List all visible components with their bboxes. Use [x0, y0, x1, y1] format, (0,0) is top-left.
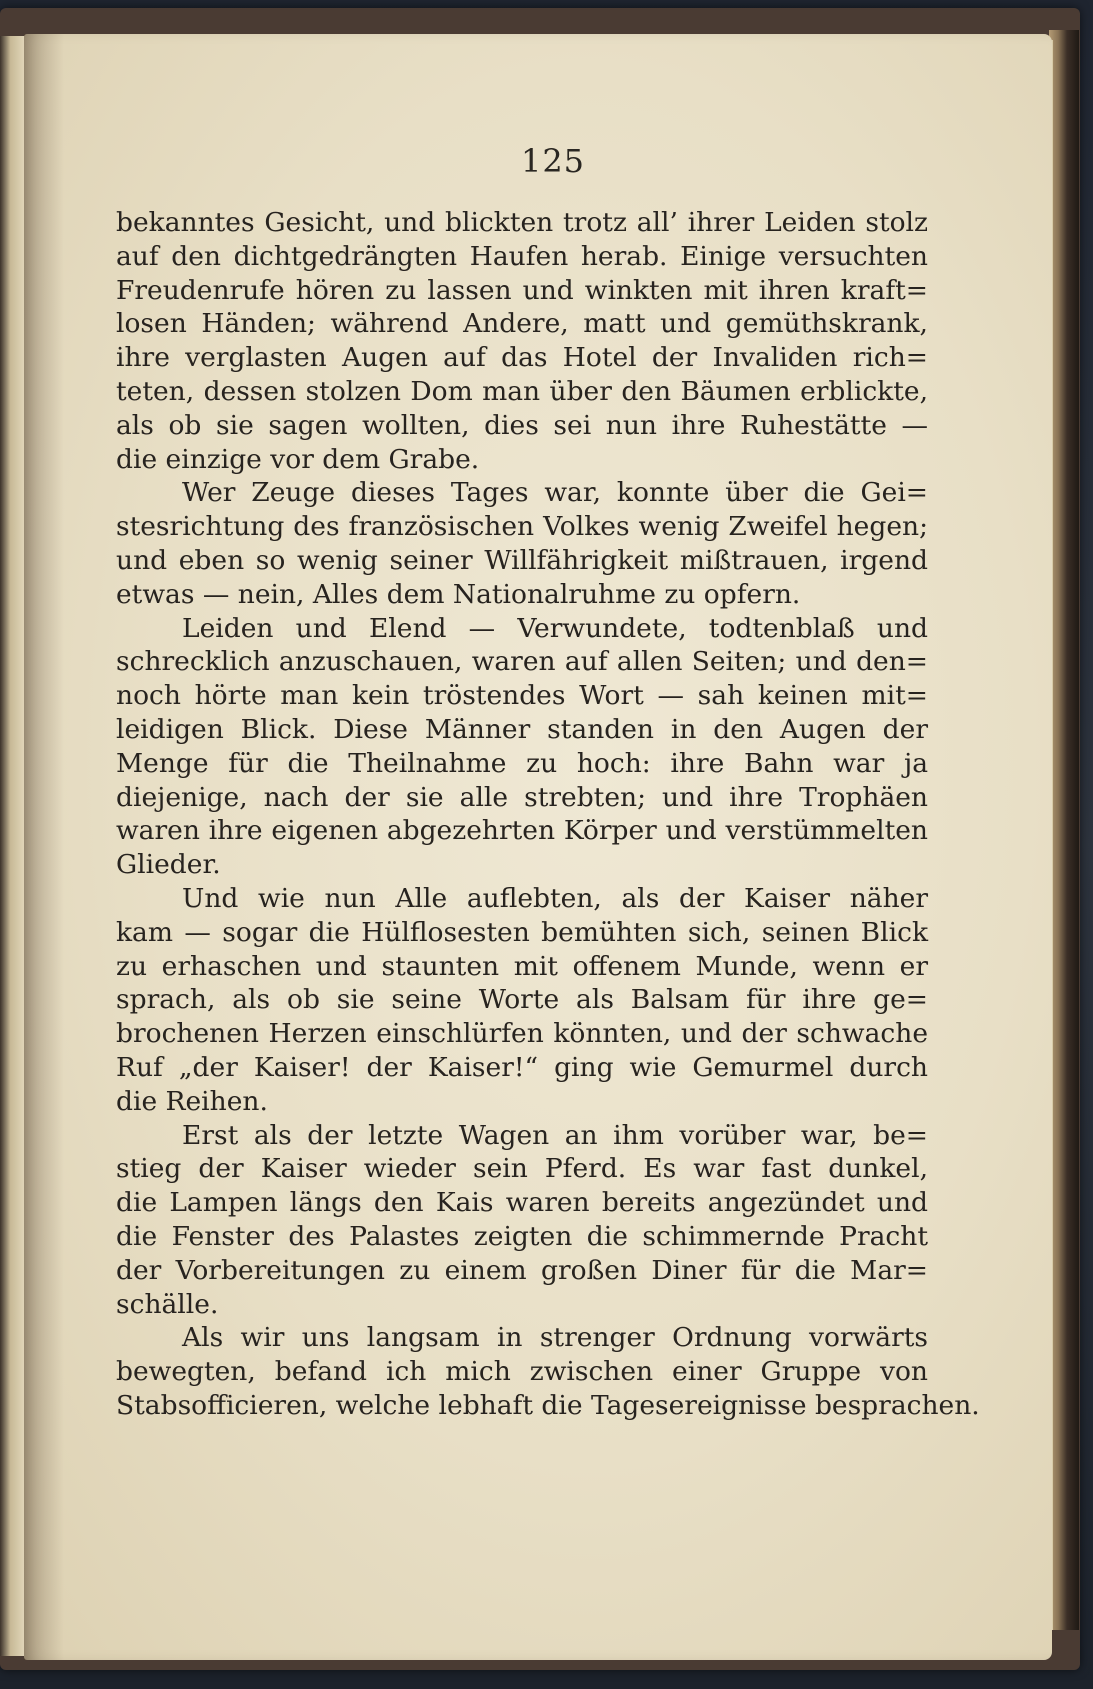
text-line: als ob sie sagen wollten, dies sei nun ihre Ruhestätte — — [116, 409, 928, 441]
text-line: Erst als der letzte Wagen an ihm vorüber war, be= — [182, 1119, 928, 1151]
text-line: waren ihre eigenen abgezehrten Körper und verstümmelten — [116, 815, 928, 847]
text-line: Als wir uns langsam in strenger Ordnung vorwärts — [182, 1322, 928, 1354]
book-page — [24, 34, 1052, 1660]
text-line: leidigen Blick. Diese Männer standen in den Augen der — [116, 713, 928, 745]
body-text — [116, 206, 980, 1423]
text-line: losen Händen; während Andere, matt und gemüthskrank, — [116, 308, 928, 340]
text-line: zu erhaschen und staunten mit offenem Munde, wenn er — [116, 950, 928, 982]
text-line: der Vorbereitungen zu einem großen Diner für die Mar= — [116, 1254, 928, 1286]
text-line: noch hörte man kein tröstendes Wort — sah keinen mit= — [116, 680, 928, 712]
page-number: 125 — [520, 142, 586, 180]
text-line: die Fenster des Palastes zeigten die schimmernde Pracht — [116, 1220, 928, 1252]
text-line: Freudenrufe hören zu lassen und winkten mit ihren kraft= — [116, 274, 928, 306]
text-line: die einzige vor dem Grabe. — [116, 443, 480, 475]
paragraph — [116, 1321, 980, 1422]
text-line: Ruf „der Kaiser! der Kaiser!“ ging wie Gemurmel durch — [116, 1051, 928, 1083]
text-line: schälle. — [116, 1288, 219, 1320]
text-line: brochenen Herzen einschlürfen könnten, und der schwache — [116, 1018, 928, 1050]
text-line: bekanntes Gesicht, und blickten trotz all’ ihrer Leiden stolz — [116, 207, 928, 238]
text-line: und eben so wenig seiner Willfährigkeit mißtrauen, irgend — [116, 544, 928, 576]
paragraph — [116, 1119, 928, 1322]
text-line: Glieder. — [116, 849, 221, 881]
gutter-shadow — [24, 34, 64, 1660]
cover-edge — [1049, 30, 1079, 1630]
text-line: teten, dessen stolzen Dom man über den Bäumen erblickte, — [116, 375, 928, 407]
paragraph — [116, 206, 928, 476]
paragraph — [116, 882, 928, 1119]
text-line: die Reihen. — [116, 1085, 268, 1117]
text-line: etwas — nein, Alles dem Nationalruhme zu opfern. — [116, 578, 801, 610]
text-line: ihre verglasten Augen auf das Hotel der Invaliden rich= — [116, 342, 928, 374]
text-line: Menge für die Theilnahme zu hoch: ihre Bahn war ja — [116, 747, 928, 779]
text-line: auf den dichtgedrängten Haufen herab. Einige versuchten — [116, 240, 928, 272]
text-line: schrecklich anzuschauen, waren auf allen Seiten; und den= — [116, 646, 928, 678]
paragraph — [116, 476, 928, 611]
left-page-edge — [0, 36, 26, 1656]
text-line: stieg der Kaiser wieder sein Pferd. Es war fast dunkel, — [116, 1153, 928, 1185]
text-line: Und wie nun Alle auflebten, als der Kaiser näher — [182, 882, 928, 914]
text-line: die Lampen längs den Kais waren bereits angezündet und — [116, 1187, 928, 1219]
text-line: Leiden und Elend — Verwundete, todtenblaß und — [182, 612, 928, 644]
text-line: kam — sogar die Hülflosesten bemühten sich, seinen Blick — [116, 916, 928, 948]
text-line: diejenige, nach der sie alle strebten; und ihre Trophäen — [116, 781, 928, 813]
text-line: Wer Zeuge dieses Tages war, konnte über die Gei= — [182, 477, 928, 509]
text-line: Stabsofficieren, welche lebhaft die Tagesereignisse besprachen. — [116, 1389, 980, 1421]
text-line: stesrichtung des französischen Volkes wenig Zweifel hegen; — [116, 511, 928, 543]
text-line: bewegten, befand ich mich zwischen einer Gruppe von — [116, 1356, 928, 1388]
paragraph — [116, 612, 928, 882]
text-line: sprach, als ob sie seine Worte als Balsam für ihre ge= — [116, 984, 928, 1016]
